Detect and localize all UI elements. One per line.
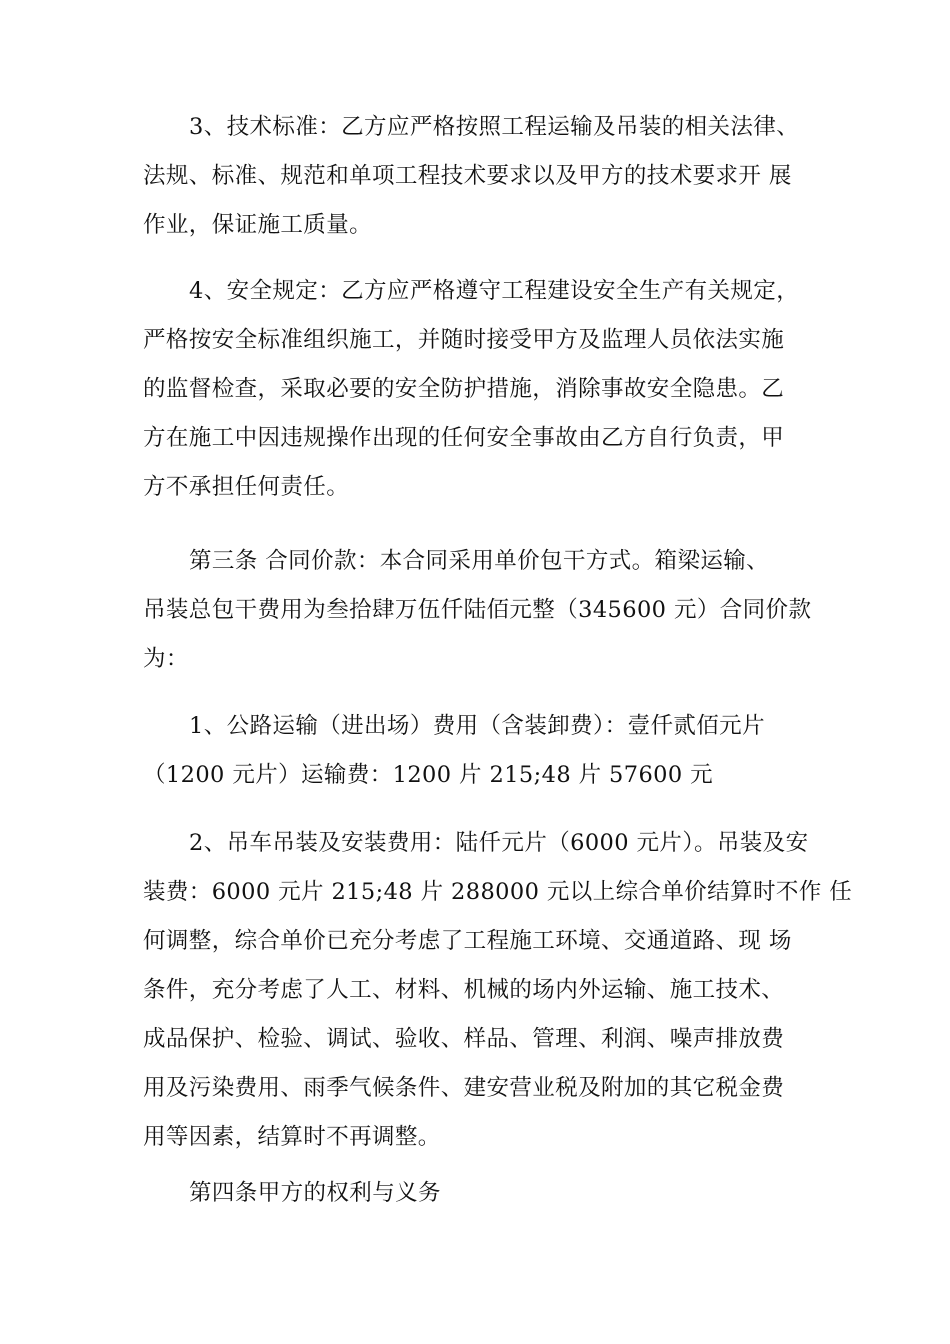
text-line: 严格按安全标准组织施工，并随时接受甲方及监理人员依法实施 xyxy=(143,327,785,353)
text-line: 为： xyxy=(143,646,189,672)
text-line: 吊装总包干费用为叁拾肆万伍仟陆佰元整（345600 元）合同价款 xyxy=(143,597,812,623)
text-line: 4、安全规定：乙方应严格遵守工程建设安全生产有关规定， xyxy=(189,278,800,304)
text-line: 作业，保证施工质量。 xyxy=(143,212,373,238)
text-line: 3、技术标准：乙方应严格按照工程运输及吊装的相关法律、 xyxy=(189,114,800,140)
text-line: 条件，充分考虑了人工、材料、机械的场内外运输、施工技术、 xyxy=(143,977,785,1003)
text-line: 何调整，综合单价已充分考虑了工程施工环境、交通道路、现 场 xyxy=(143,928,792,954)
text-line: 方不承担任何责任。 xyxy=(143,474,350,500)
text-line: （1200 元片）运输费：1200 片 215;48 片 57600 元 xyxy=(143,762,714,788)
text-line: 法规、标准、规范和单项工程技术要求以及甲方的技术要求开 展 xyxy=(143,163,792,189)
text-line: 第三条 合同价款：本合同采用单价包干方式。箱梁运输、 xyxy=(189,548,770,574)
text-line: 1、公路运输（进出场）费用（含装卸费）：壹仟贰佰元片 xyxy=(189,713,765,739)
text-line: 用等因素，结算时不再调整。 xyxy=(143,1124,441,1150)
section-heading: 第四条甲方的权利与义务 xyxy=(189,1180,441,1206)
text-line: 的监督检查，采取必要的安全防护措施，消除事故安全隐患。乙 xyxy=(143,376,785,402)
text-line: 成品保护、检验、调试、验收、样品、管理、利润、噪声排放费 xyxy=(143,1026,785,1052)
text-line: 方在施工中因违规操作出现的任何安全事故由乙方自行负责，甲 xyxy=(143,425,785,451)
text-line: 装费：6000 元片 215;48 片 288000 元以上综合单价结算时不作 任 xyxy=(143,879,853,905)
text-line: 用及污染费用、雨季气候条件、建安营业税及附加的其它税金费 xyxy=(143,1075,785,1101)
text-line: 2、吊车吊装及安装费用：陆仟元片（6000 元片）。吊装及安 xyxy=(189,830,809,856)
